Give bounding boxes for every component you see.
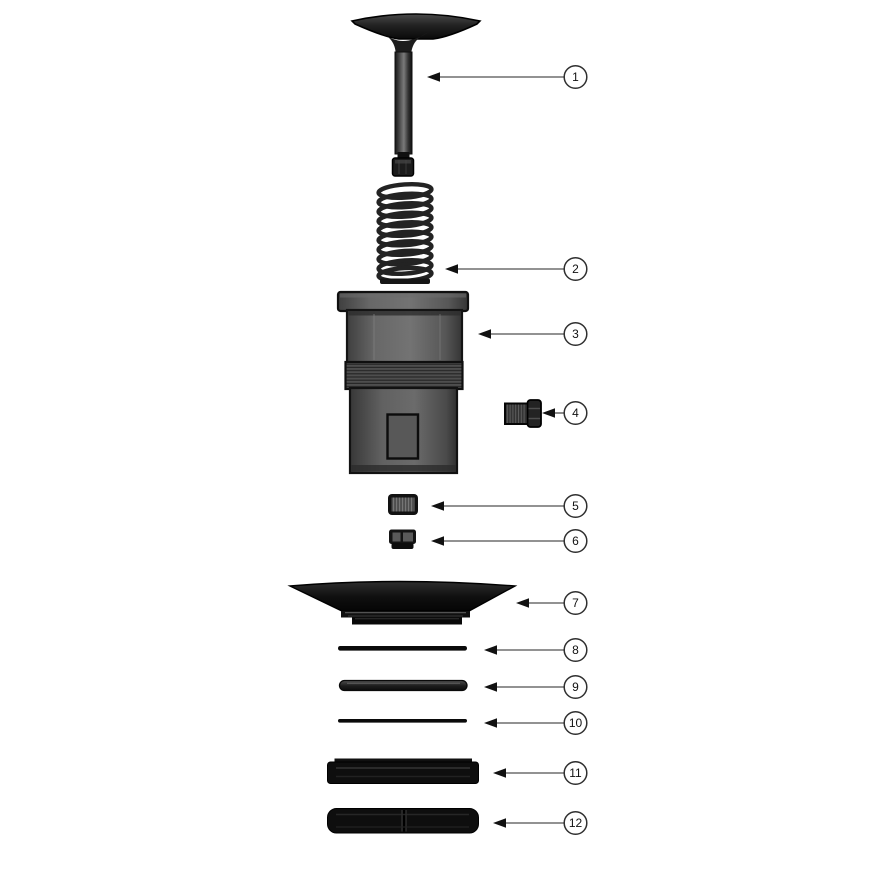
body-threads [346,362,463,389]
arrow-head [493,818,506,828]
spring-seat-coil [380,279,430,285]
clamp-ring-part [328,809,479,834]
callout-number: 1 [572,70,579,84]
callout-6 [431,530,587,553]
diaphragm-part [340,681,468,691]
callout-number: 11 [569,766,582,780]
valve-head [352,14,480,39]
valve-tip-chamfer [395,160,411,164]
callout-4 [542,402,587,425]
callout-number: 12 [568,816,583,830]
flat-gasket-upper-part [338,646,467,651]
arrow-head [493,768,506,778]
callout-number: 8 [572,643,579,657]
callout-9 [484,676,587,699]
callout-12 [493,812,587,835]
callout-3 [478,323,587,346]
seal-ring-part [328,759,479,784]
arrow-head [427,72,440,82]
callout-number: 5 [572,499,579,513]
arrow-head [484,682,497,692]
arrow-head [516,598,529,608]
diaphragm-plate-part [290,582,515,625]
valve-stem [395,52,412,154]
bushing-face [392,498,415,512]
callout-1 [427,66,587,89]
arrow-head [431,536,444,546]
callout-number: 2 [572,262,579,276]
callout-10 [484,712,587,735]
arrow-head [478,329,491,339]
body-window [388,415,419,459]
arrow-head [542,408,555,418]
valve-part [352,14,480,176]
arrow-head [431,501,444,511]
nut-part [389,530,416,550]
flat-gasket-lower-part [338,719,467,723]
callout-number: 10 [568,716,583,730]
arrow-head [484,718,497,728]
spring-part [378,183,432,284]
callout-number: 4 [572,406,579,420]
callout-2 [445,258,587,281]
callout-number: 6 [572,534,579,548]
valve-body-part [338,292,468,473]
arrow-head [484,645,497,655]
callout-5 [431,495,587,518]
arrow-head [445,264,458,274]
nut-flange [392,543,414,549]
plate-cone [290,582,515,612]
bushing-part [388,494,418,515]
callout-number: 3 [572,327,579,341]
callout-8 [484,639,587,662]
callout-number: 7 [572,596,579,610]
plug-threads [505,404,528,425]
callout-number: 9 [572,680,579,694]
callout-7 [516,592,587,615]
plug-head [528,400,542,427]
callout-11 [493,762,587,785]
screw-plug-part [505,400,541,427]
body-upper [347,310,462,363]
